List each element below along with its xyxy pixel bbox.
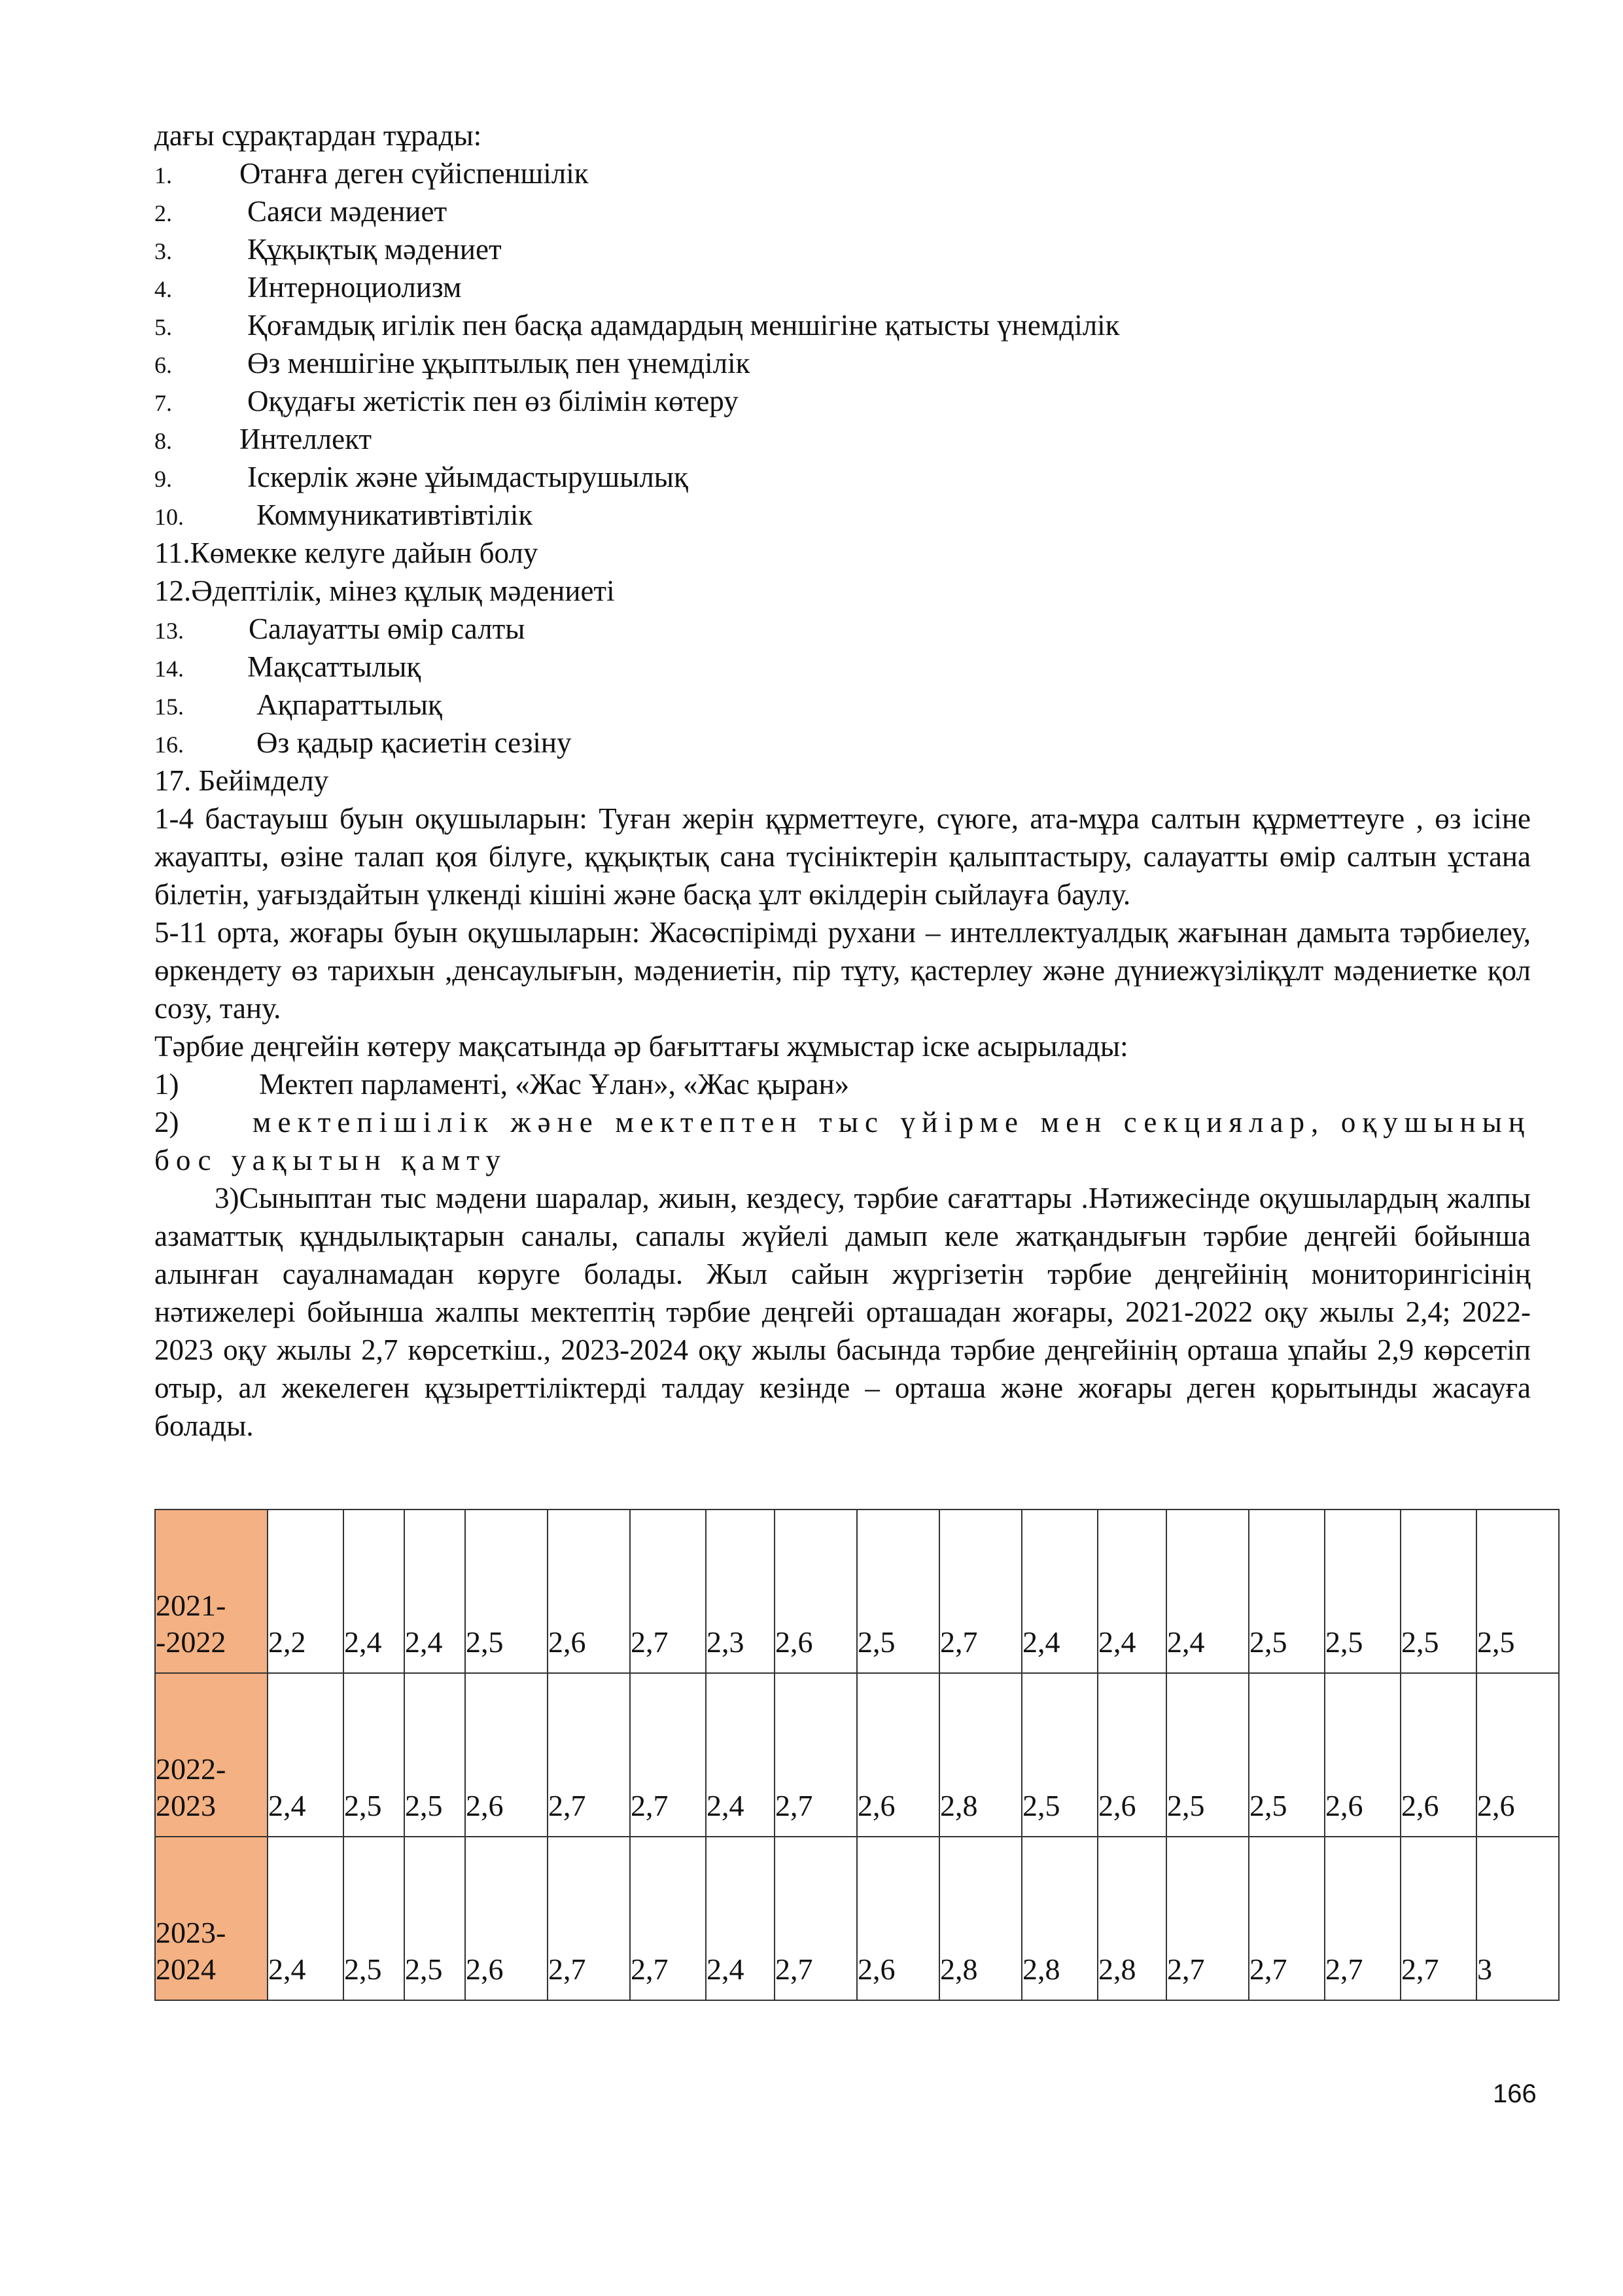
grades-table xyxy=(154,1509,1560,2001)
table-cell: 2,2 xyxy=(268,1510,343,1673)
year-cell xyxy=(155,1837,268,2000)
list-item-text: Коммуникативтівтілік xyxy=(256,499,533,531)
year-start: 2023- xyxy=(156,1916,226,1949)
list-item xyxy=(154,344,1531,382)
list-item xyxy=(154,610,1531,648)
table-cell: 2,3 xyxy=(706,1510,775,1673)
year-end: -2022 xyxy=(156,1625,226,1659)
table-cell: 2,8 xyxy=(1022,1837,1098,2000)
list-item-number: 2. xyxy=(154,200,172,226)
table-cell: 2,5 xyxy=(1249,1510,1325,1673)
table-row xyxy=(155,1837,1559,2000)
table-cell: 2,6 xyxy=(857,1673,939,1837)
table-cell: 2,6 xyxy=(1325,1673,1401,1837)
list-item xyxy=(154,268,1531,306)
criteria-list xyxy=(154,154,1531,800)
list-item xyxy=(154,154,1531,192)
paragraph-secondary: 5-11 орта, жоғары буын оқушыларын: Жасөспірімді рухани – интеллектуалдық жағынан дамыта тәрбиелеу, өркендету өз тарихын ,денсаулығын, мәдениетін, пір тұту, қастерлеу және дүниежүзіліқұлт мәдениетке қол созу, тану. xyxy=(154,916,1531,1025)
document-page xyxy=(154,116,1531,1445)
list-item xyxy=(154,192,1531,230)
table-cell: 2,7 xyxy=(1401,1837,1476,2000)
list-item-text: Саяси мәдениет xyxy=(247,195,447,228)
table-cell: 2,5 xyxy=(1166,1673,1249,1837)
year-cell xyxy=(155,1673,268,1837)
year-end: 2024 xyxy=(156,1952,216,1986)
paragraph-primary: 1-4 бастауыш буын оқушыларын: Туған жерін құрметтеуге, сүюге, ата-мұра салтын құрметтеуге , өз ісіне жауапты, өзіне талап қоя білуге, құқықтық сана түсініктерін қалыптастыру, салауатты өмір салтын ұстана білетін, уағыздайтын үлкенді кішіні және басқа ұлт өкілдерін сыйлауға баулу. xyxy=(154,802,1531,911)
table-cell: 2,5 xyxy=(404,1673,465,1837)
list-item-text: Оқудағы жетістік пен өз білімін көтеру xyxy=(247,385,739,417)
table-cell: 2,6 xyxy=(775,1510,857,1673)
list-item-number: 14. xyxy=(154,656,184,682)
table-cell: 2,5 xyxy=(857,1510,939,1673)
table-cell: 2,4 xyxy=(343,1510,404,1673)
list-item-text: Құқықтық мәдениет xyxy=(247,233,502,266)
table-cell: 2,6 xyxy=(857,1837,939,2000)
table-cell: 3 xyxy=(1476,1837,1559,2000)
table-cell: 2,5 xyxy=(343,1837,404,2000)
list-item-number: 4. xyxy=(154,276,172,302)
list-item-text: Ақпараттылық xyxy=(256,688,442,721)
list-item xyxy=(154,534,1531,572)
year-end: 2023 xyxy=(156,1789,216,1822)
list-item-text: Іскерлік және ұйымдастырушылық xyxy=(247,461,688,493)
table-cell: 2,7 xyxy=(1325,1837,1401,2000)
table-cell: 2,7 xyxy=(939,1510,1022,1673)
direction-2 xyxy=(154,1103,1531,1179)
table-cell: 2,6 xyxy=(465,1673,548,1837)
table-cell: 2,5 xyxy=(465,1510,548,1673)
table-cell: 2,7 xyxy=(630,1837,706,2000)
list-item-number: 16. xyxy=(154,732,184,758)
table-cell: 2,7 xyxy=(1166,1837,1249,2000)
table-cell: 2,8 xyxy=(939,1837,1022,2000)
table-cell: 2,4 xyxy=(404,1510,465,1673)
list-item-text: Өз меншігіне ұқыптылық пен үнемділік xyxy=(247,347,750,380)
list-item-text: Интеллект xyxy=(239,423,372,455)
table-cell: 2,6 xyxy=(548,1510,630,1673)
list-item-text: Салауатты өмір салты xyxy=(249,612,525,645)
table-cell: 2,7 xyxy=(775,1837,857,2000)
list-item xyxy=(154,724,1531,762)
table-cell: 2,6 xyxy=(1476,1673,1559,1837)
direction-2-number: 2) xyxy=(154,1106,179,1139)
list-item-number: 1. xyxy=(154,162,172,188)
list-item-number: 8. xyxy=(154,428,172,454)
table-cell: 2,7 xyxy=(1249,1837,1325,2000)
table-cell: 2,7 xyxy=(548,1837,630,2000)
list-item-text: 11.Көмекке келуге дайын болу xyxy=(154,537,538,569)
list-item-number: 15. xyxy=(154,694,184,720)
list-item xyxy=(154,572,1531,610)
table-row xyxy=(155,1510,1559,1673)
table-cell: 2,4 xyxy=(1166,1510,1249,1673)
list-item-number: 7. xyxy=(154,390,172,416)
table-cell: 2,6 xyxy=(1401,1673,1476,1837)
list-item-text: Интерноциолизм xyxy=(247,271,462,304)
list-item-number: 13. xyxy=(154,618,184,644)
year-start: 2022- xyxy=(156,1752,226,1786)
table-cell: 2,7 xyxy=(548,1673,630,1837)
list-item xyxy=(154,648,1531,686)
direction-1-number: 1) xyxy=(154,1068,179,1101)
list-item-text: 12.Әдептілік, мінез құлық мәдениеті xyxy=(154,574,615,607)
list-item-number: 5. xyxy=(154,314,172,340)
table-cell: 2,5 xyxy=(1249,1673,1325,1837)
intro-line: дағы сұрақтардан тұрады: xyxy=(154,119,482,152)
list-item xyxy=(154,762,1531,800)
table-cell: 2,5 xyxy=(1476,1510,1559,1673)
table-cell: 2,5 xyxy=(343,1673,404,1837)
table-cell: 2,4 xyxy=(1022,1510,1098,1673)
page-number: 166 xyxy=(1493,2079,1537,2108)
list-item-number: 3. xyxy=(154,238,172,264)
year-start: 2021- xyxy=(156,1589,226,1622)
table-cell: 2,4 xyxy=(706,1837,775,2000)
table-cell: 2,4 xyxy=(268,1673,343,1837)
direction-1 xyxy=(154,1065,1531,1103)
table-row xyxy=(155,1673,1559,1837)
list-item-number: 9. xyxy=(154,466,172,492)
paragraph-results: 3)Сыныптан тыс мәдени шаралар, жиын, кездесу, тәрбие сағаттары .Нәтижесінде оқушылардың жалпы азаматтық құндылықтарын саналы, сапалы жүйелі дамып келе жатқандығын тәрбие деңгейі бойынша алынған сауалнамадан көруге болады. Жыл сайын жүргізетін тәрбие деңгейінің мониторингісінің нәтижелері бойынша жалпы мектептің тәрбие деңгейі орташадан жоғары, 2021-2022 оқу жылы 2,4; 2022-2023 оқу жылы 2,7 көрсеткіш., 2023-2024 оқу жылы басында тәрбие деңгейінің орташа ұпайы 2,9 көрсетіп отыр, ал жекелеген құзыреттіліктерді талдау кезінде – орташа және жоғары деген қорытынды жасауға болады. xyxy=(154,1182,1531,1442)
direction-1-text: Мектеп парламенті, «Жас Ұлан», «Жас қыран» xyxy=(259,1068,850,1101)
table-cell: 2,5 xyxy=(1022,1673,1098,1837)
list-item-text: Өз қадыр қасиетін сезіну xyxy=(256,726,572,759)
table-cell: 2,6 xyxy=(465,1837,548,2000)
table-cell: 2,7 xyxy=(630,1673,706,1837)
list-item-number: 10. xyxy=(154,504,184,530)
list-item-text: Мақсаттылық xyxy=(247,650,421,683)
year-cell xyxy=(155,1510,268,1673)
list-item-text: 17. Бейімделу xyxy=(154,764,329,797)
paragraph-directions: Тәрбие деңгейін көтеру мақсатында әр бағыттағы жұмыстар іске асырылады: xyxy=(154,1030,1128,1063)
table-cell: 2,5 xyxy=(404,1837,465,2000)
list-item xyxy=(154,686,1531,724)
list-item xyxy=(154,420,1531,458)
list-item-text: Қоғамдық игілік пен басқа адамдардың меншігіне қатысты үнемділік xyxy=(247,309,1120,342)
table-cell: 2,7 xyxy=(630,1510,706,1673)
table-cell: 2,8 xyxy=(1098,1837,1166,2000)
list-item xyxy=(154,230,1531,268)
list-item xyxy=(154,306,1531,344)
table-cell: 2,4 xyxy=(706,1673,775,1837)
list-item-text: Отанға деген сүйіспеншілік xyxy=(239,157,589,190)
table-cell: 2,8 xyxy=(939,1673,1022,1837)
table-cell: 2,5 xyxy=(1325,1510,1401,1673)
table-cell: 2,5 xyxy=(1401,1510,1476,1673)
list-item-number: 6. xyxy=(154,352,172,378)
table-cell: 2,4 xyxy=(1098,1510,1166,1673)
table-cell: 2,7 xyxy=(775,1673,857,1837)
list-item xyxy=(154,458,1531,496)
table-cell: 2,4 xyxy=(268,1837,343,2000)
direction-2-text: мектепішілік және мектептен тыс үйірме мен секциялар, оқушының бос уақытын қамту xyxy=(154,1106,1531,1176)
list-item xyxy=(154,496,1531,534)
table-cell: 2,6 xyxy=(1098,1673,1166,1837)
list-item xyxy=(154,382,1531,420)
